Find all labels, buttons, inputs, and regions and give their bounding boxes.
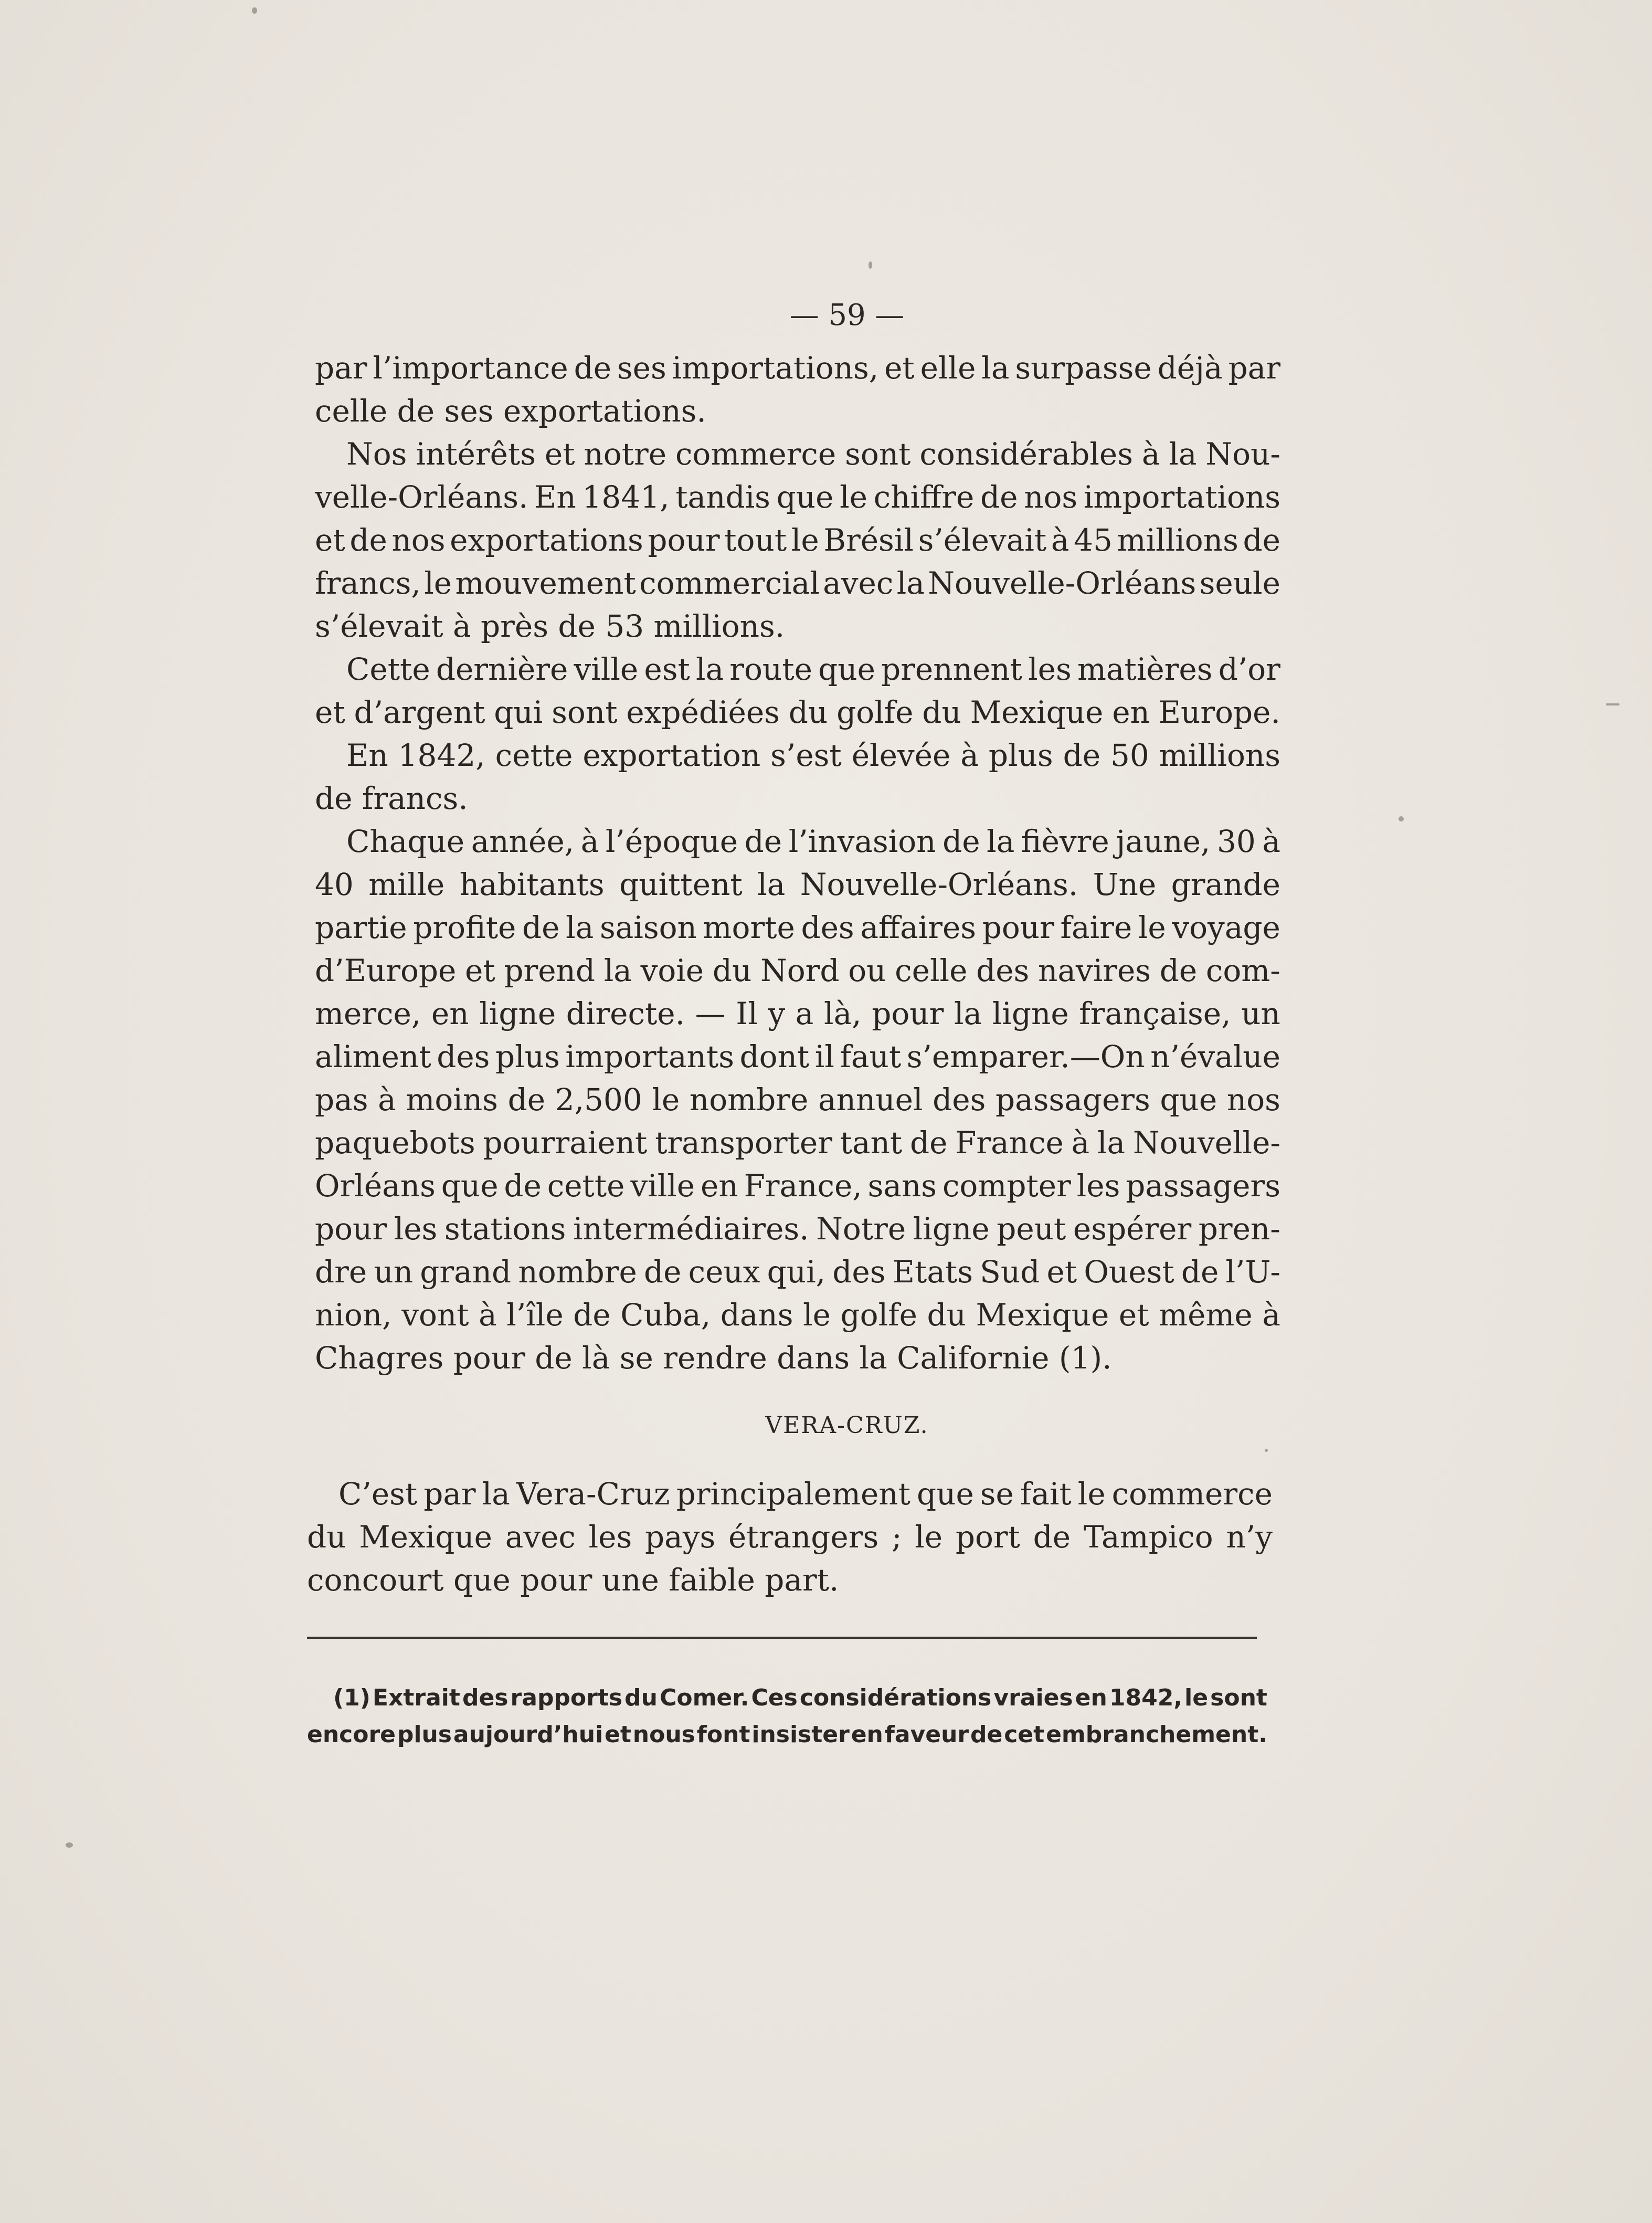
text-line: velle-Orléans. En 1841, tandis que le chiffre de nos importations	[315, 479, 1280, 515]
text-line: francs, le mouvement commercial avec la Nouvelle-Orléans seule	[315, 565, 1280, 601]
text-line: C’est par la Vera-Cruz principalement que se fait le commerce	[338, 1476, 1273, 1512]
text-line: et d’argent qui sont expédiées du golfe du Mexique en Europe.	[315, 694, 1280, 730]
paper-speck	[1265, 1449, 1268, 1452]
paper-speck	[1606, 703, 1619, 705]
text-line: nion, vont à l’île de Cuba, dans le golfe du Mexique et même à	[315, 1297, 1280, 1333]
footnote-line: encore plus aujourd’hui et nous font insister en faveur de cet embranchement.	[307, 1721, 1267, 1748]
page-number: — 59 —	[789, 298, 905, 332]
body-text	[315, 346, 1280, 1379]
paper-speck	[869, 261, 872, 269]
text-line: pour les stations intermédiaires. Notre ligne peut espérer pren-	[315, 1211, 1280, 1247]
text-line: 40 mille habitants quittent la Nouvelle-Orléans. Une grande	[315, 867, 1280, 902]
text-line: celle de ses exportations.	[315, 393, 706, 429]
text-line: de francs.	[315, 781, 468, 816]
text-line: Chaque année, à l’époque de l’invasion de la fièvre jaune, 30 à	[346, 824, 1280, 859]
footnote-rule	[307, 1637, 1257, 1639]
text-line: paquebots pourraient transporter tant de France à la Nouvelle-	[315, 1125, 1280, 1161]
footnote-line: (1) Extrait des rapports du Comer. Ces considérations vraies en 1842, le sont	[333, 1684, 1267, 1711]
paper-speck	[252, 7, 257, 14]
text-line: En 1842, cette exportation s’est élevée à plus de 50 millions	[346, 738, 1280, 773]
footnote	[307, 1680, 1267, 1753]
section-heading: VERA-CRUZ.	[765, 1412, 929, 1439]
text-line: et de nos exportations pour tout le Brésil s’élevait à 45 millions de	[315, 522, 1280, 558]
text-line: concourt que pour une faible part.	[307, 1562, 839, 1598]
text-line: merce, en ligne directe. — Il y a là, pour la ligne française, un	[315, 996, 1280, 1031]
text-line: par l’importance de ses importations, et elle la surpasse déjà par	[315, 350, 1280, 386]
text-line: d’Europe et prend la voie du Nord ou celle des navires de com-	[315, 953, 1280, 988]
text-line: Nos intérêts et notre commerce sont considérables à la Nou-	[346, 436, 1280, 472]
text-line: Cette dernière ville est la route que prennent les matières d’or	[346, 651, 1280, 687]
text-line: dre un grand nombre de ceux qui, des Etats Sud et Ouest de l’U-	[315, 1254, 1280, 1290]
text-line: partie profite de la saison morte des affaires pour faire le voyage	[315, 910, 1280, 945]
text-line: Chagres pour de là se rendre dans la Californie (1).	[315, 1340, 1112, 1376]
section-text	[307, 1472, 1273, 1602]
text-line: Orléans que de cette ville en France, sans compter les passagers	[315, 1168, 1280, 1204]
text-line: pas à moins de 2,500 le nombre annuel des passagers que nos	[315, 1082, 1280, 1118]
paper-speck	[1399, 816, 1404, 821]
text-line: du Mexique avec les pays étrangers ; le port de Tampico n’y	[307, 1519, 1273, 1555]
paper-speck	[66, 1842, 73, 1848]
text-line: s’élevait à près de 53 millions.	[315, 608, 785, 644]
text-line: aliment des plus importants dont il faut s’emparer.—On n’évalue	[315, 1039, 1280, 1074]
